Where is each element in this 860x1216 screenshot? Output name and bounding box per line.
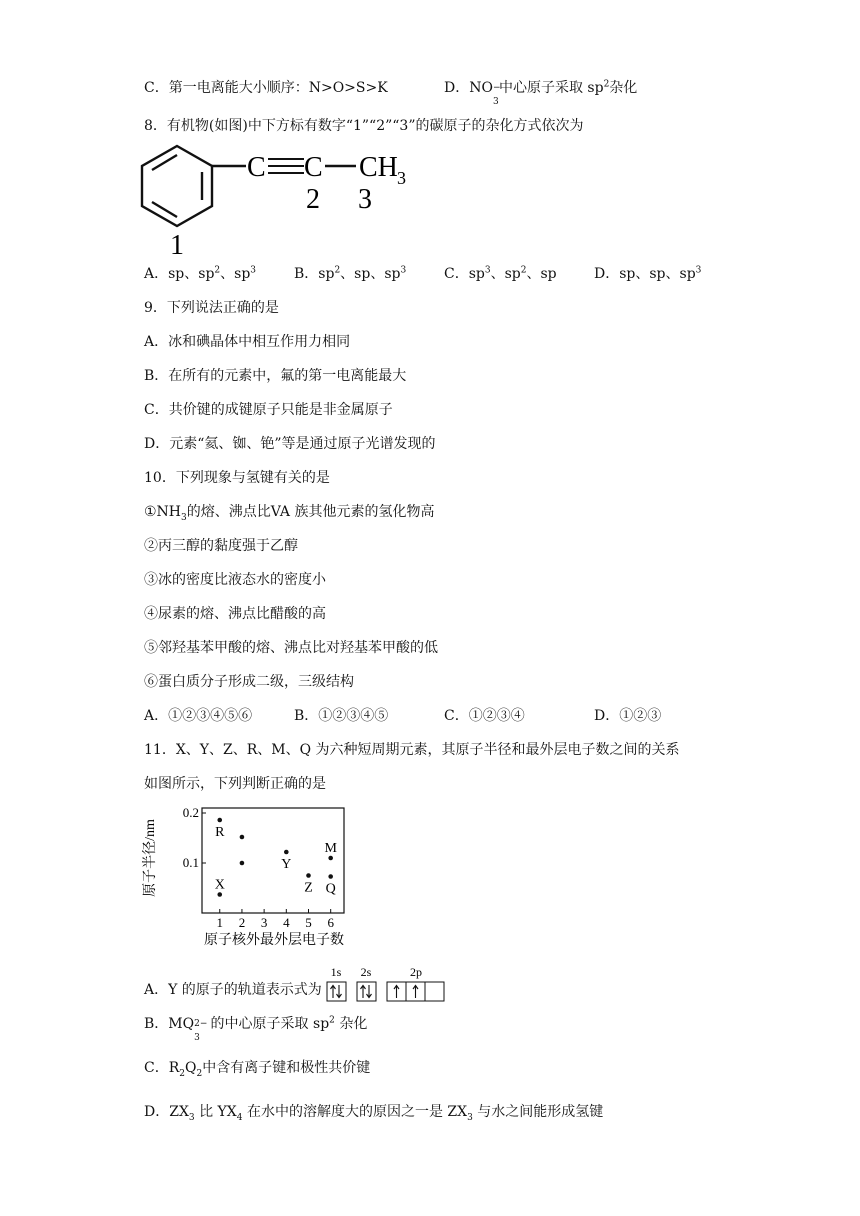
data-point-m — [328, 856, 333, 861]
q11-option-a: A．Y 的原子的轨道表示式为 1s 2s 2p — [144, 970, 450, 1010]
q9-option-a: A．冰和碘晶体中相互作用力相同 — [144, 334, 351, 350]
orbital-diagram — [326, 966, 450, 1006]
q10-option-d: D．①②③ — [594, 708, 662, 724]
data-point — [240, 861, 245, 866]
q11-option-c: C．$R_2Q_2$中含有离子键和极性共价键 — [144, 1060, 371, 1079]
y-tick-label: 0.2 — [182, 805, 199, 820]
q9-option-d: D．元素“氦、铷、铯”等是通过原子光谱发现的 — [144, 436, 436, 452]
q10-item-4: ④尿素的熔、沸点比醋酸的高 — [144, 606, 326, 622]
atom-c1: C — [247, 152, 266, 183]
data-point-r — [217, 818, 222, 823]
q10-item-2: ②丙三醇的黏度强于乙醇 — [144, 538, 298, 554]
q10-item-1: $①NH_3$的熔、沸点比VA 族其他元素的氢化物高 — [144, 504, 435, 523]
x-tick-label: 6 — [327, 915, 334, 930]
q8-option-c: C．$sp^3$、$sp^2$、sp — [444, 265, 557, 282]
q8-option-b: B．$sp^2$、sp、$sp^3$ — [294, 265, 407, 282]
data-point-y — [284, 850, 289, 855]
q10-item-5: ⑤邻羟基苯甲酸的熔、沸点比对羟基苯甲酸的低 — [144, 640, 438, 656]
data-point-x — [217, 892, 222, 897]
q8-option-a: A．sp、$sp^2$、$sp^3$ — [144, 265, 257, 282]
q10-item-3: ③冰的密度比液态水的密度小 — [144, 572, 326, 588]
orbital-label-1s: 1s — [330, 966, 342, 979]
benzene-ring — [142, 146, 212, 226]
y-tick-label: 0.1 — [182, 855, 199, 870]
y-axis-label: 原子半径/nm — [143, 819, 158, 897]
point-label-m: M — [324, 841, 337, 856]
orbital-label-2s: 2s — [360, 966, 372, 979]
electron-arrows — [331, 985, 419, 998]
atom-ch3-subscript: 3 — [397, 168, 406, 188]
triple-bond — [268, 159, 304, 173]
q10-option-a: A．①②③④⑤⑥ — [144, 708, 253, 724]
x-tick-label: 5 — [305, 915, 312, 930]
atom-ch3: CH — [359, 152, 398, 183]
atom-c2: C — [304, 152, 323, 183]
point-label-z: Z — [304, 880, 313, 896]
data-point — [240, 835, 245, 840]
point-label-y: Y — [281, 857, 292, 872]
data-point-z — [306, 873, 311, 878]
label-3: 3 — [358, 184, 372, 215]
q11-option-d: D．$ZX_3$ 比 $YX_4$ 在水中的溶解度大的原因之一是 $ZX_3$ 与水之间能形成氢键 — [144, 1104, 604, 1123]
radius-scatter-chart — [140, 798, 370, 950]
point-label-q: Q — [325, 881, 336, 897]
q8-structure-diagram — [140, 142, 420, 262]
x-tick-label: 2 — [238, 915, 246, 930]
plot-frame — [202, 808, 344, 913]
q10-item-6: ⑥蛋白质分子形成二级，三级结构 — [144, 674, 354, 690]
q11-option-b: B．MQ 2− 3 的中心原子采取 $sp^2$ 杂化 — [144, 1015, 368, 1043]
q9-stem: 9．下列说法正确的是 — [144, 300, 279, 316]
x-tick-label: 4 — [283, 915, 290, 930]
q8-stem: 8．有机物(如图)中下方标有数字“1”“2”“3”的碳原子的杂化方式依次为 — [144, 118, 584, 134]
point-label-x: X — [214, 877, 225, 893]
q11-stem-line2: 如图所示，下列判断正确的是 — [144, 776, 326, 792]
label-1: 1 — [170, 230, 184, 261]
q9-option-b: B．在所有的元素中，氟的第一电离能最大 — [144, 368, 407, 384]
x-tick-label: 3 — [260, 915, 268, 930]
x-axis-label: 原子核外最外层电子数 — [204, 933, 344, 948]
point-label-r: R — [215, 825, 225, 840]
q10-option-b: B．①②③④⑤ — [294, 708, 389, 724]
q9-option-c: C．共价键的成键原子只能是非金属原子 — [144, 402, 393, 418]
q11-stem-line1: 11．X、Y、Z、R、M、Q 为六种短周期元素，其原子半径和最外层电子数之间的关系 — [144, 742, 680, 758]
q10-stem: 10．下列现象与氢键有关的是 — [144, 470, 330, 486]
data-point-q — [328, 874, 333, 879]
q7-option-d: D．NO − 3 中心原子采取 $sp^2$杂化 — [444, 79, 638, 107]
q10-option-c: C．①②③④ — [444, 708, 525, 724]
x-tick-label: 1 — [216, 915, 223, 930]
q7-option-c: C．第一电离能大小顺序：N>O>S>K — [144, 80, 388, 96]
label-2: 2 — [306, 184, 320, 215]
orbital-label-2p: 2p — [410, 966, 423, 979]
q8-option-d: D．sp、sp、$sp^3$ — [594, 265, 702, 282]
